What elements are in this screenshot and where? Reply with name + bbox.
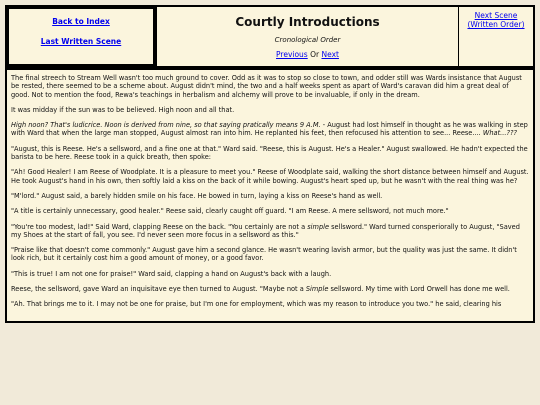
story-paragraph: "Ah! Good Healer! I am Reese of Woodplate. It is a pleasure to meet you." Reese of Woodplate said, walking the short distance between himself and August. He took August's hand in his own, then softly laid a kiss on the back of it while bowing. August's heart sped up, but he wasn't with the real thing was he?	[11, 168, 529, 185]
story-paragraph: "Praise like that doesn't come commonly." August gave him a second glance. He wasn't wearing lavish armor, but the quality was just the same. It didn't look rich, but it certainly cost him a good amount of money, or a good favor.	[11, 246, 517, 263]
story-paragraph: "Ah. That brings me to it. I may not be one for praise, but I'm one for employment, which was my reason to introduce you two." he said, clearing his	[11, 300, 502, 309]
story-text: "You're too modest, lad!" Said Ward, clapping Reese on the back. "You certainly are not a	[11, 222, 308, 231]
story-italic-text: simple	[307, 222, 330, 231]
or-text: Or	[310, 50, 320, 59]
story-italic-text: What...???	[482, 129, 517, 138]
next-scene-cell	[459, 7, 533, 66]
story-paragraph: It was midday if the sun was to be believed. High noon and all that.	[11, 105, 235, 114]
story-text: Reese, the sellsword, gave Ward an inquisitave eye then turned to August. "Maybe not a	[11, 285, 306, 294]
story-body	[7, 70, 533, 321]
nav-cell	[7, 7, 155, 66]
page-frame	[5, 5, 535, 323]
story-paragraph: The final streech to Stream Well wasn't too much ground to cover. Odd as it was to stop so close to town, and odder still was Wards insistance that August be rested, there seemed to be a scheme about. August didn't mind, the two and a half weeks spent as apart of Ward's caravan did him a great deal of good. Not to mention the food, Rewa's teachings in herbalism and alchemy will prove to be invaluable, if only in the dream.	[11, 74, 522, 99]
previous-link[interactable]: Previous	[276, 50, 308, 59]
story-italic-text: High noon? That's ludicrice. Noon is derived from nine, so that saying pratically means 9 A.M.	[11, 121, 321, 130]
next-link[interactable]: Next	[321, 50, 339, 59]
story-text: sellsword." Ward turned consperiorally to August, "Saved my Shoes at the start of fall, you see. I'd never seen more focus in a sellsword as this."	[11, 222, 520, 239]
story-paragraph: "This is true! I am not one for praise!" Ward said, clapping a hand on August's back with a laugh.	[11, 269, 332, 278]
story-text: sellsword. My time with Lord Orwell has done me well.	[328, 285, 510, 294]
story-paragraph: "August, this is Reese. He's a sellsword, and a fine one at that." Ward said. "Reese, this is August. He's a Healer." August swallowed. He hadn't expected the barista to be here. Reese took in a quick breath, then spoke:	[11, 144, 528, 162]
prev-next-nav	[157, 50, 458, 59]
next-scene-link[interactable]: Next Scene (Written Order)	[467, 11, 525, 29]
page-subtitle: Cronological Order	[274, 36, 341, 44]
story-paragraph: "M'lord." August said, a barely hidden smile on his face. He bowed in turn, laying a kiss on Reese's hand as well.	[11, 191, 383, 200]
story-text: - August had lost himself in thought as he was walking in step with Ward that when the large man stopped, August almost ran into him. He replanted his feet, then refocused his attention to see... Reese....	[11, 121, 528, 138]
story-paragraph	[11, 121, 529, 138]
story-paragraph	[11, 223, 529, 240]
story-paragraph	[11, 285, 529, 293]
back-to-index-link[interactable]: Back to Index	[52, 17, 110, 26]
story-italic-text: Simple	[305, 285, 329, 294]
page-title: Courtly Introductions	[235, 15, 380, 29]
story-paragraph: "A title is certainly unnecessary, good healer." Reese said, clearly caught off guard. "I am Reese. A mere sellsword, not much more."	[11, 207, 449, 216]
header-table	[5, 5, 535, 68]
last-written-scene-link[interactable]: Last Written Scene	[40, 37, 122, 46]
title-cell	[157, 7, 459, 66]
